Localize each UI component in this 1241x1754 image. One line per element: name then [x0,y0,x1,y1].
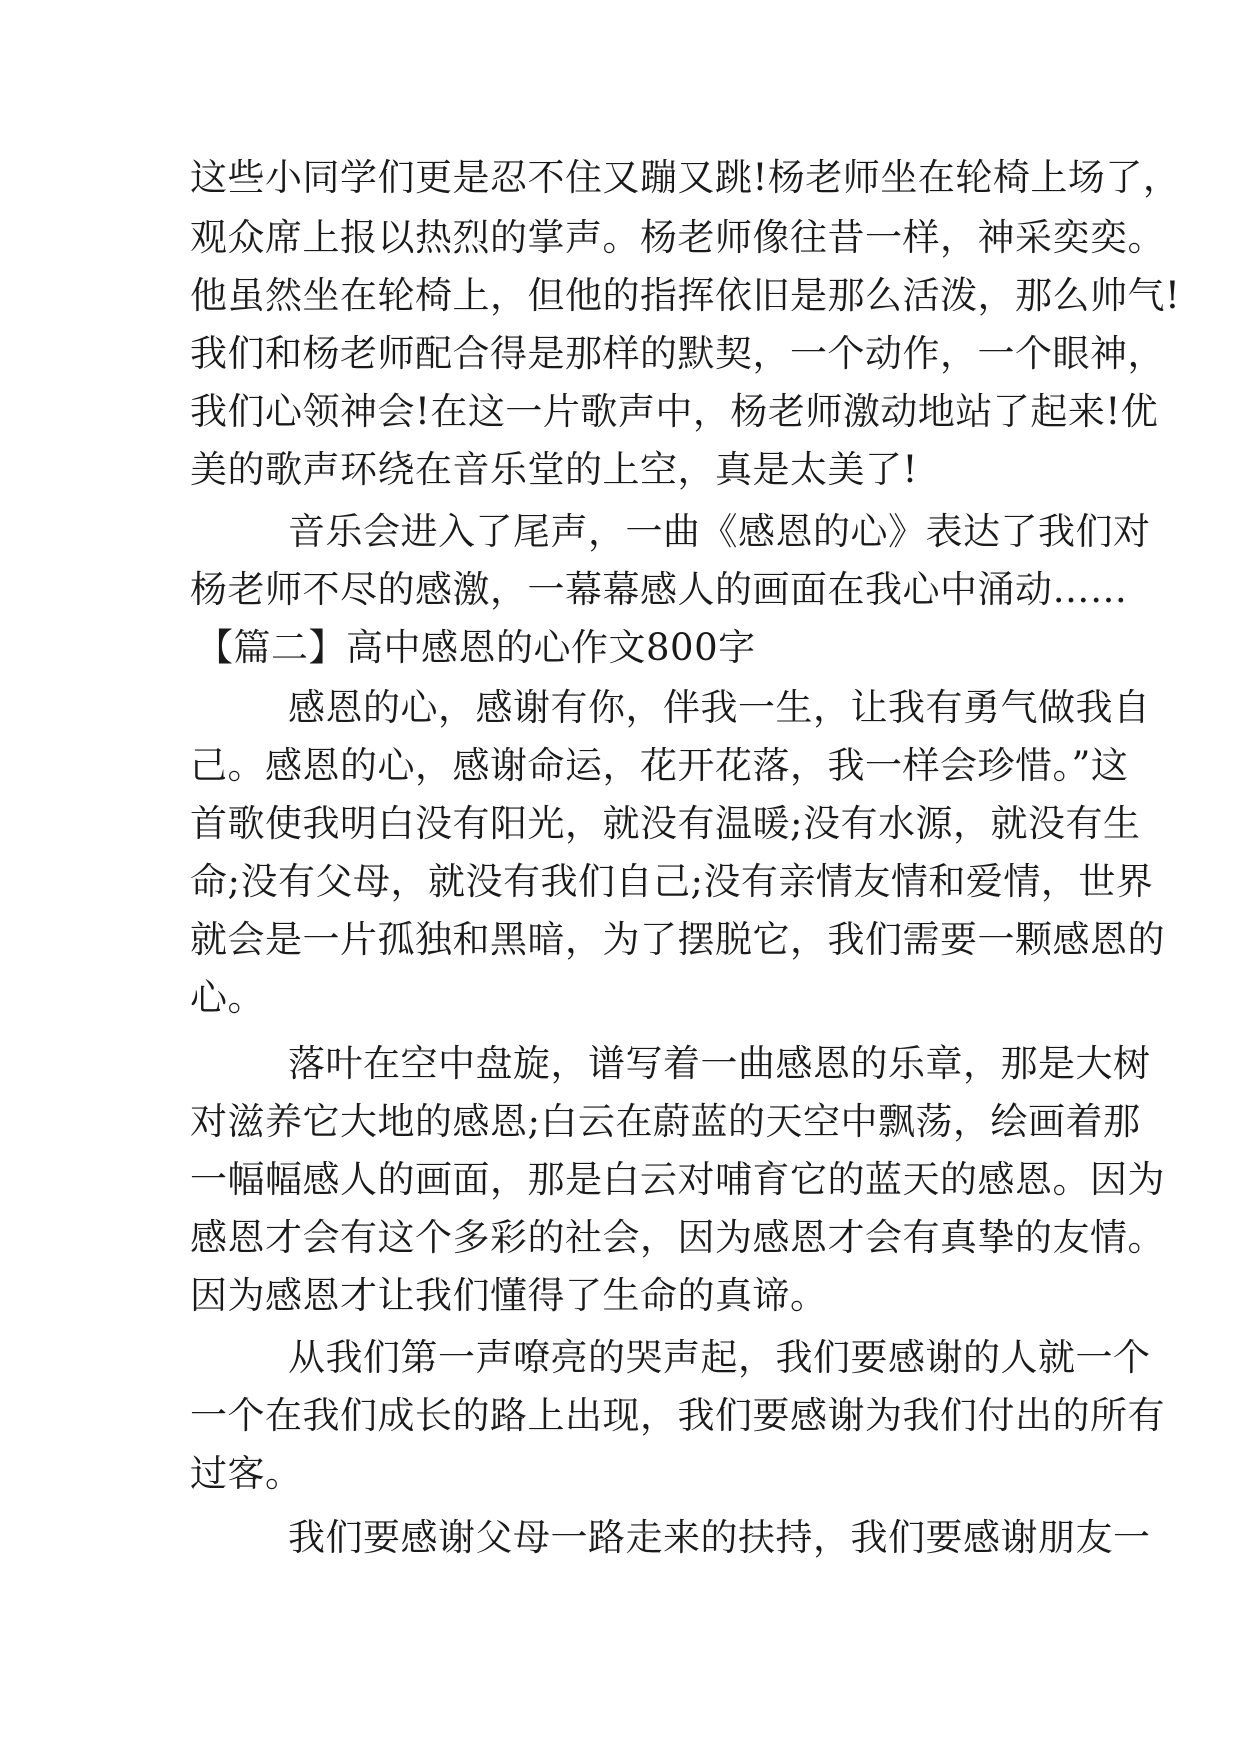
text-line: 他虽然坐在轮椅上，但他的指挥依旧是那么活泼，那么帅气! [190,274,1181,317]
paragraph-start: 落叶在空中盘旋，谱写着一曲感恩的乐章，那是大树 [288,1042,1151,1085]
text-line: 我们和杨老师配合得是那样的默契，一个动作，一个眼神， [190,332,1165,375]
text-line: 命;没有父母，就没有我们自己;没有亲情友情和爱情，世界 [190,860,1154,903]
text-line: 美的歌声环绕在音乐堂的上空，真是太美了! [190,448,918,491]
section-heading: 【篇二】高中感恩的心作文800字 [196,626,756,669]
text-line: 我们心领神会!在这一片歌声中，杨老师激动地站了起来!优 [190,390,1159,433]
paragraph-start: 感恩的心，感谢有你，伴我一生，让我有勇气做我自 [288,686,1151,729]
text-line: 过客。 [190,1452,303,1495]
paragraph-start: 从我们第一声嘹亮的哭声起，我们要感谢的人就一个 [288,1336,1151,1379]
text-line: 感恩才会有这个多彩的社会，因为感恩才会有真挚的友情。 [190,1216,1165,1259]
text-line: 首歌使我明白没有阳光，就没有温暖;没有水源，就没有生 [190,802,1141,845]
text-line: 观众席上报以热烈的掌声。杨老师像往昔一样，神采奕奕。 [190,216,1165,259]
text-line: 杨老师不尽的感激，一幕幕感人的画面在我心中涌动…… [190,568,1128,611]
paragraph-start: 我们要感谢父母一路走来的扶持，我们要感谢朋友一 [288,1516,1151,1559]
text-line: 就会是一片孤独和黑暗，为了摆脱它，我们需要一颗感恩的 [190,918,1165,961]
text-line: 一个在我们成长的路上出现，我们要感谢为我们付出的所有 [190,1394,1165,1437]
paragraph-start: 音乐会进入了尾声，一曲《感恩的心》表达了我们对 [288,510,1151,553]
text-line: 己。感恩的心，感谢命运，花开花落，我一样会珍惜。”这 [190,744,1129,787]
text-line: 因为感恩才让我们懂得了生命的真谛。 [190,1274,828,1317]
text-line: 这些小同学们更是忍不住又蹦又跳!杨老师坐在轮椅上场了， [190,156,1181,199]
text-line: 对滋养它大地的感恩;白云在蔚蓝的天空中飘荡，绘画着那 [190,1100,1141,1143]
text-line: 心。 [190,976,265,1019]
text-line: 一幅幅感人的画面，那是白云对哺育它的蓝天的感恩。因为 [190,1158,1165,1201]
